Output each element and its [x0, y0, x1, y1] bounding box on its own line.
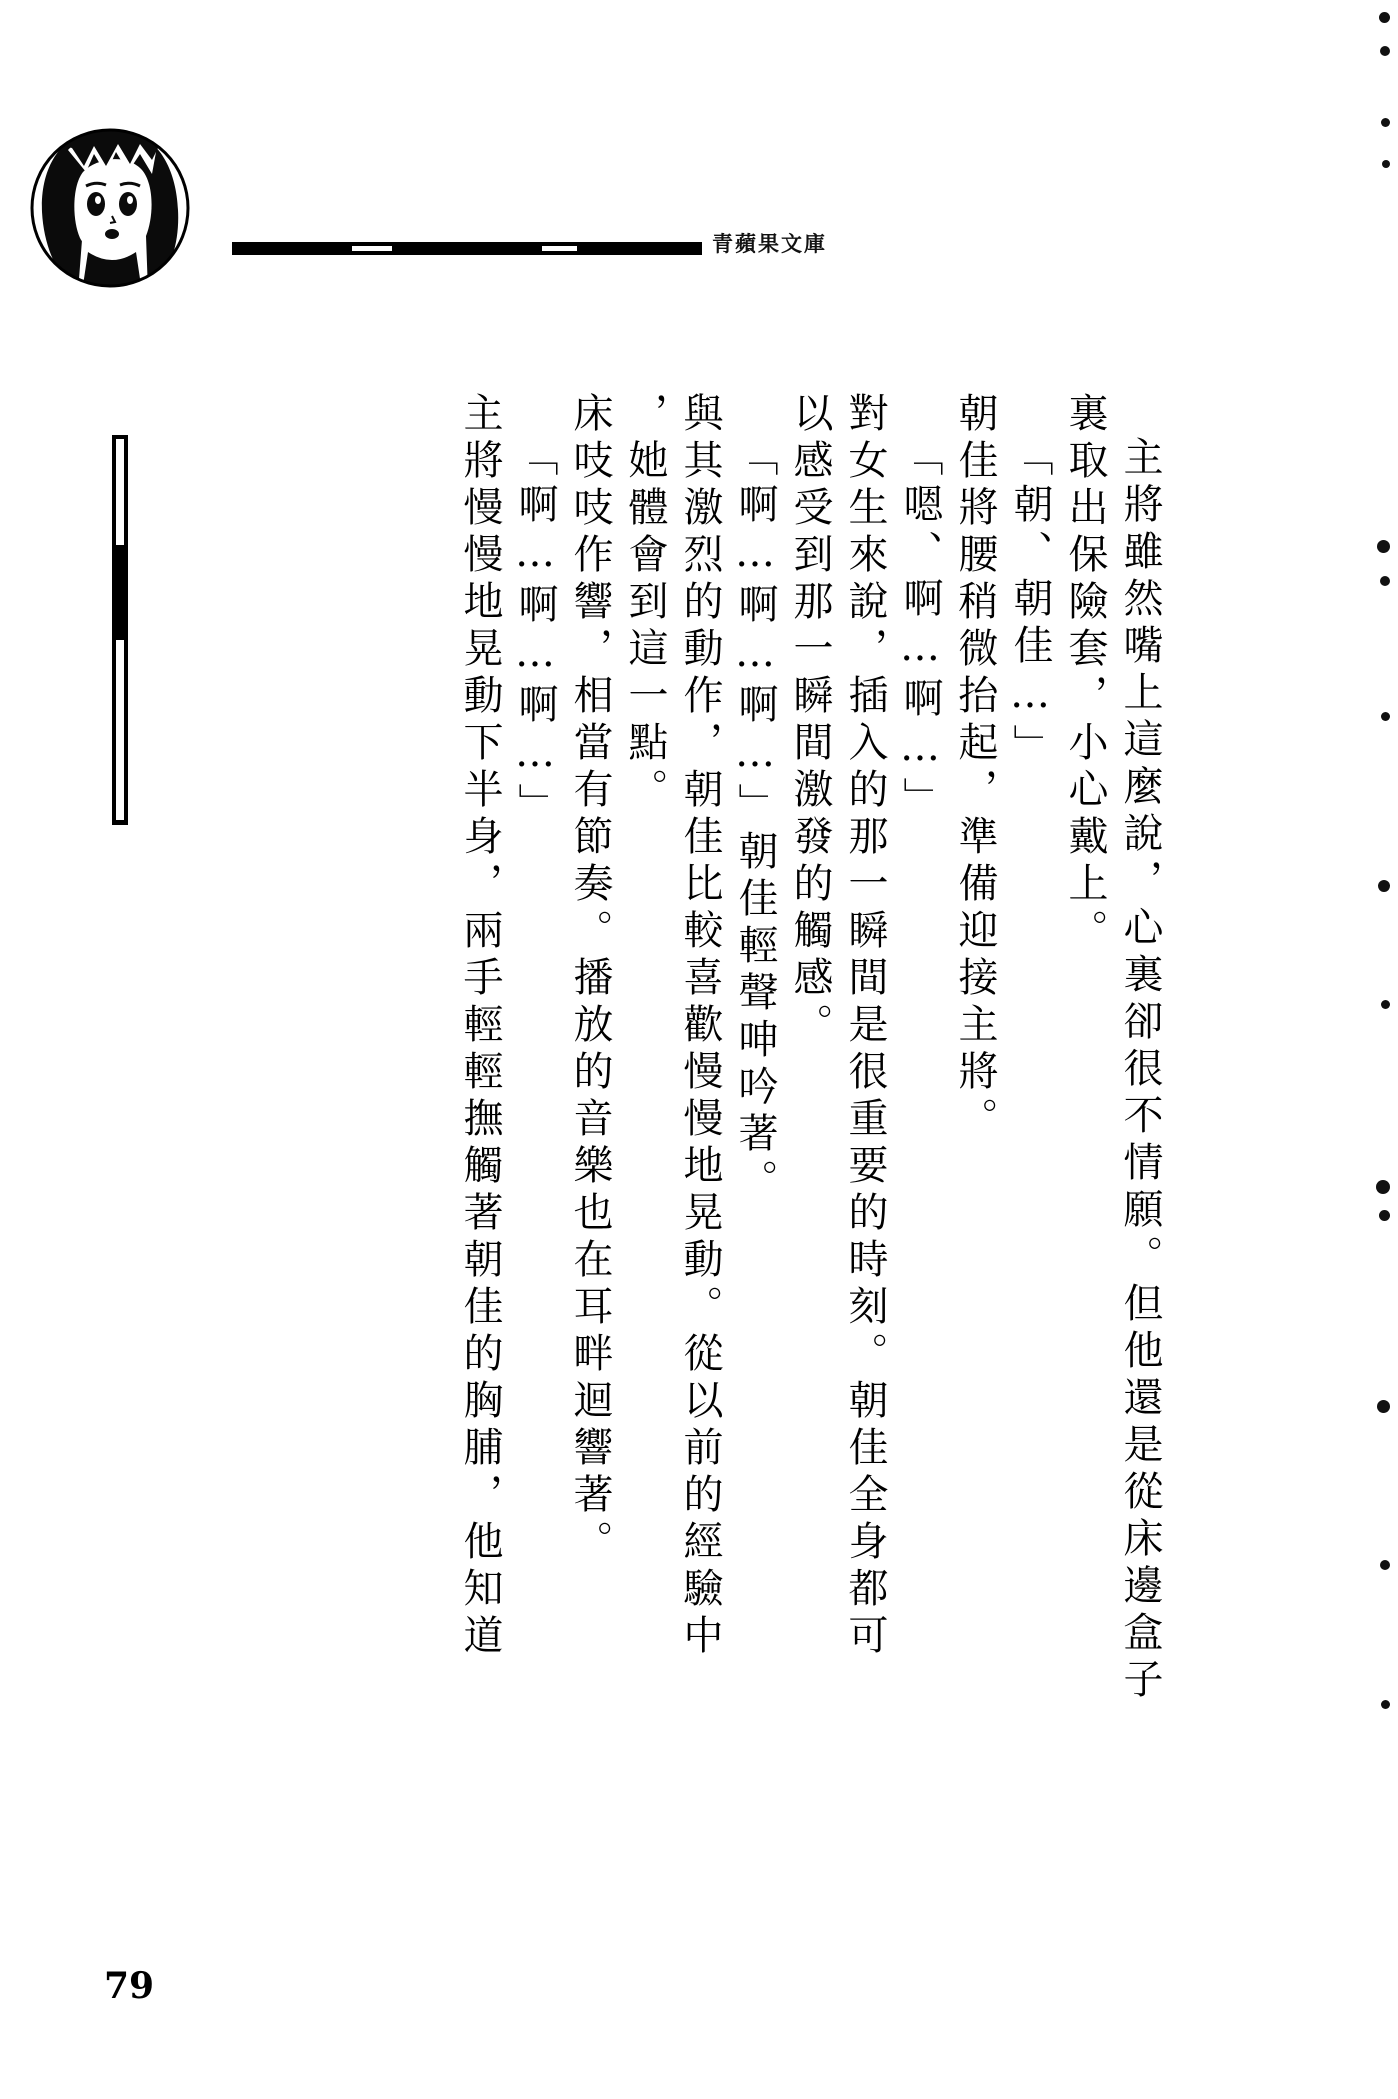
text-column: 主將雖然嘴上這麼說，心裏卻很不情願。但他還是從床邊盒子 — [1117, 436, 1163, 1705]
text-column: 床吱吱作響，相當有節奏。播放的音樂也在耳畔迴響著。 — [567, 392, 613, 1567]
text-column: ，她體會到這一點。 — [622, 392, 668, 815]
edge-mark-dot — [1377, 1400, 1390, 1413]
text-column: 朝佳將腰稍微抬起，準備迎接主將。 — [952, 392, 998, 1144]
decorative-rule-icon — [232, 240, 702, 256]
edge-mark-dot — [1376, 1180, 1390, 1194]
text-column: 「啊…啊…啊…」朝佳輕聲呻吟著。 — [732, 436, 778, 1206]
girl-face-portrait-icon — [28, 120, 208, 320]
edge-mark-dot — [1379, 12, 1390, 23]
imprint-label: 青蘋果文庫 — [712, 231, 827, 256]
text-column: 裏取出保險套，小心戴上。 — [1062, 392, 1108, 956]
edge-mark-dot — [1382, 160, 1390, 168]
edge-mark-dot — [1381, 1700, 1390, 1709]
edge-mark-dot — [1381, 118, 1390, 127]
text-column: 「朝、朝佳…」 — [1007, 436, 1053, 771]
body-text — [230, 392, 1163, 1722]
text-column: 對女生來說，插入的那一瞬間是很重要的時刻。朝佳全身都可 — [842, 392, 888, 1661]
edge-mark-dot — [1377, 540, 1390, 553]
text-column: 主將慢慢地晃動下半身，兩手輕輕撫觸著朝佳的胸脯，他知道 — [457, 392, 503, 1661]
decorative-stem-icon — [112, 435, 128, 825]
page-number: 79 — [104, 1965, 155, 2007]
edge-mark-dot — [1381, 712, 1390, 721]
edge-mark-dot — [1379, 1210, 1390, 1221]
edge-mark-dot — [1380, 1560, 1390, 1570]
text-column: 以感受到那一瞬間激發的觸感。 — [787, 392, 833, 1050]
edge-mark-dot — [1381, 1000, 1390, 1009]
page-edge-marks — [1358, 0, 1398, 2099]
edge-mark-dot — [1380, 576, 1390, 586]
edge-mark-dot — [1380, 46, 1390, 56]
edge-mark-dot — [1378, 880, 1390, 892]
text-column: 「嗯、啊…啊…」 — [897, 436, 943, 824]
text-column: 與其激烈的動作，朝佳比較喜歡慢慢地晃動。從以前的經驗中 — [677, 392, 723, 1661]
text-column: 「啊…啊…啊…」 — [512, 436, 558, 830]
